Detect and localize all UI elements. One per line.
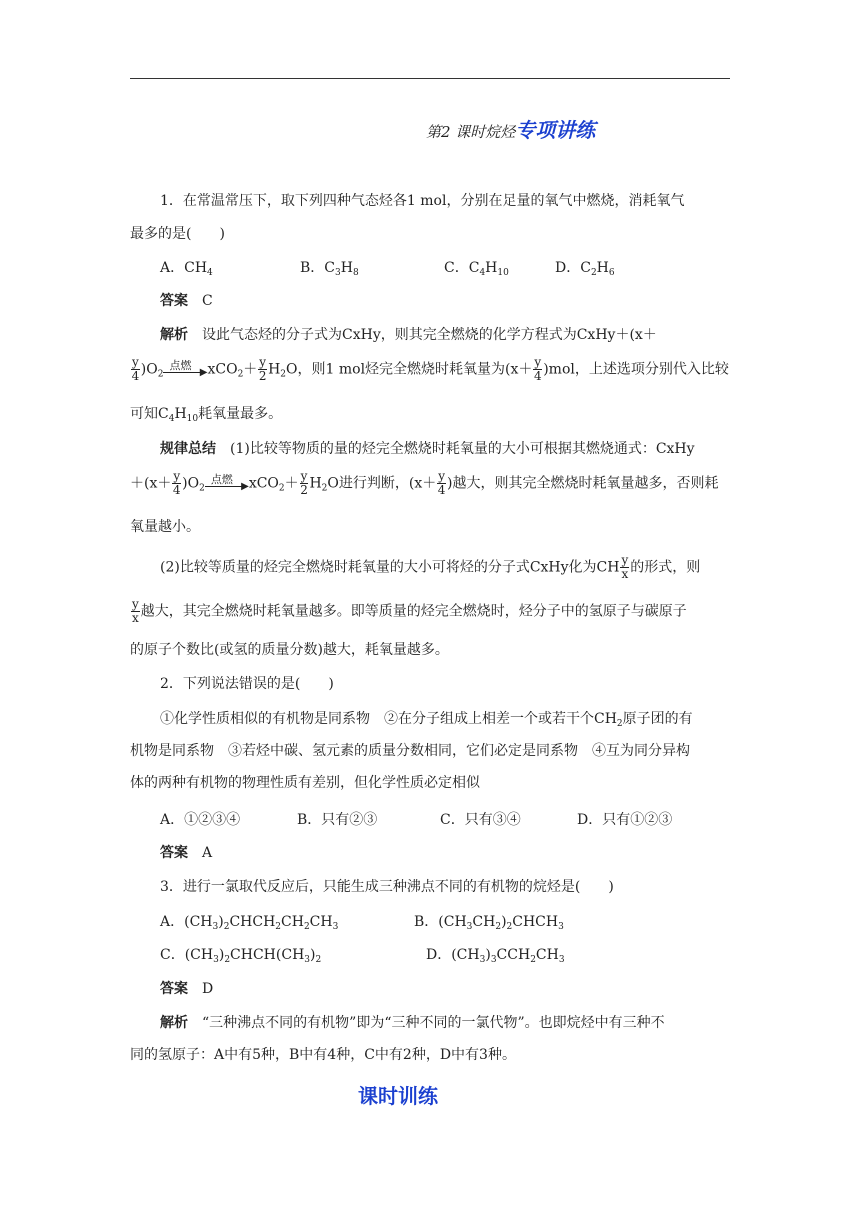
reaction-arrow: 点燃 ▶ — [163, 360, 207, 380]
q1-option-b: B．$C_3H_8$ — [300, 260, 359, 278]
q3-option-d: D．$(CH_3)_3CCH_2CH_3$ — [426, 947, 565, 965]
q2-option-c: C．只有③④ — [440, 812, 521, 828]
q3-option-a: A．$(CH_3)_2CHCH_2CH_2CH_3$ — [160, 914, 339, 932]
q1-summary2-line3: 的原子个数比(或氢的质量分数)越大，耗氧量越多。 — [130, 642, 449, 658]
q1-summary-line3: 氧量越小。 — [130, 519, 200, 535]
q2-option-b: B．只有②③ — [297, 812, 378, 828]
q1-analysis-line1: 解析 设此气态烃的分子式为CxHy，则其完全燃烧的化学方程式为CxHy＋(x＋ — [160, 327, 657, 343]
reaction-arrow: 点燃 ▶ — [205, 474, 249, 494]
q1-answer: 答案 C — [160, 293, 213, 309]
q2-line3: 体的两种有机物的物理性质有差别，但化学性质必定相似 — [130, 775, 480, 791]
q3-answer: 答案 D — [160, 981, 214, 997]
q2-option-a: A．①②③④ — [160, 812, 241, 828]
q1-analysis-line3: 可知$C_4H_{10}$耗氧量最多。 — [130, 406, 283, 424]
q3-option-b: B．$(CH_3CH_2)_2CHCH_3$ — [414, 914, 564, 932]
q2-line1: ①化学性质相似的有机物是同系物 ②在分子组成上相差一个或若干个$CH_2$原子团的有 — [160, 711, 693, 729]
q2-stem: 2．下列说法错误的是( ) — [160, 676, 334, 692]
q1-analysis-line2: $\frac{y}{4}$ )$O_2$ 点燃 ▶ xCO$_2$＋ $\frac{y}{2}$ $H_2O$，则1 mol烃完全燃烧时耗氧量为(x＋ $\frac{y}{4}$ )mol，上述选项分别代入比较 — [131, 355, 729, 383]
q1-summary-line1: 规律总结 (1)比较等物质的量的烃完全燃烧时耗氧量的大小可根据其燃烧通式：CxHy — [160, 441, 695, 457]
q1-option-c: C．$C_4H_{10}$ — [444, 260, 509, 278]
section-title: 课时训练 — [358, 1084, 438, 1108]
q1-summary2-line1: (2)比较等质量的烃完全燃烧时耗氧量的大小可将烃的分子式CxHy化为CH $\frac{y}{x}$ 的形式，则 — [160, 553, 701, 581]
q3-analysis-line1: 解析 “三种沸点不同的有机物”即为“三种不同的一氯代物”。也即烷烃中有三种不 — [160, 1015, 665, 1031]
q1-summary2-line2: $\frac{y}{x}$ 越大，其完全燃烧时耗氧量越多。即等质量的烃完全燃烧时，烃分子中的氢原子与碳原子 — [132, 597, 687, 625]
q1-stem-line1: 1．在常温常压下，取下列四种气态烃各1 mol，分别在足量的氧气中燃烧，消耗氧气 — [160, 193, 685, 209]
header-rule — [130, 78, 730, 79]
q1-option-a: A．$CH_4$ — [160, 260, 213, 278]
q3-analysis-line2: 同的氢原子：A中有5种，B中有4种，C中有2种，D中有3种。 — [130, 1047, 516, 1063]
q2-line2: 机物是同系物 ③若烃中碳、氢元素的质量分数相同，它们必定是同系物 ④互为同分异构 — [130, 743, 690, 759]
q1-stem-line2: 最多的是( ) — [130, 226, 225, 242]
q2-option-d: D．只有①②③ — [577, 812, 673, 828]
q2-answer: 答案 A — [160, 845, 213, 861]
q1-summary-line2: ＋(x＋ $\frac{y}{4}$ )$O_2$ 点燃 ▶ xCO$_2$＋ $\frac{y}{2}$ $H_2O$进行判断，(x＋ $\frac{y}{4}$ )越大，则其完全燃烧时耗氧量越多，否则耗 — [130, 469, 719, 497]
page-title: 第2 课时烷烃专项讲练 — [426, 118, 596, 142]
q3-option-c: C．$(CH_3)_2CHCH(CH_3)_2$ — [160, 947, 322, 965]
q3-stem: 3．进行一氯取代反应后，只能生成三种沸点不同的有机物的烷烃是( ) — [160, 879, 614, 895]
q1-option-d: D．$C_2H_6$ — [555, 260, 615, 278]
